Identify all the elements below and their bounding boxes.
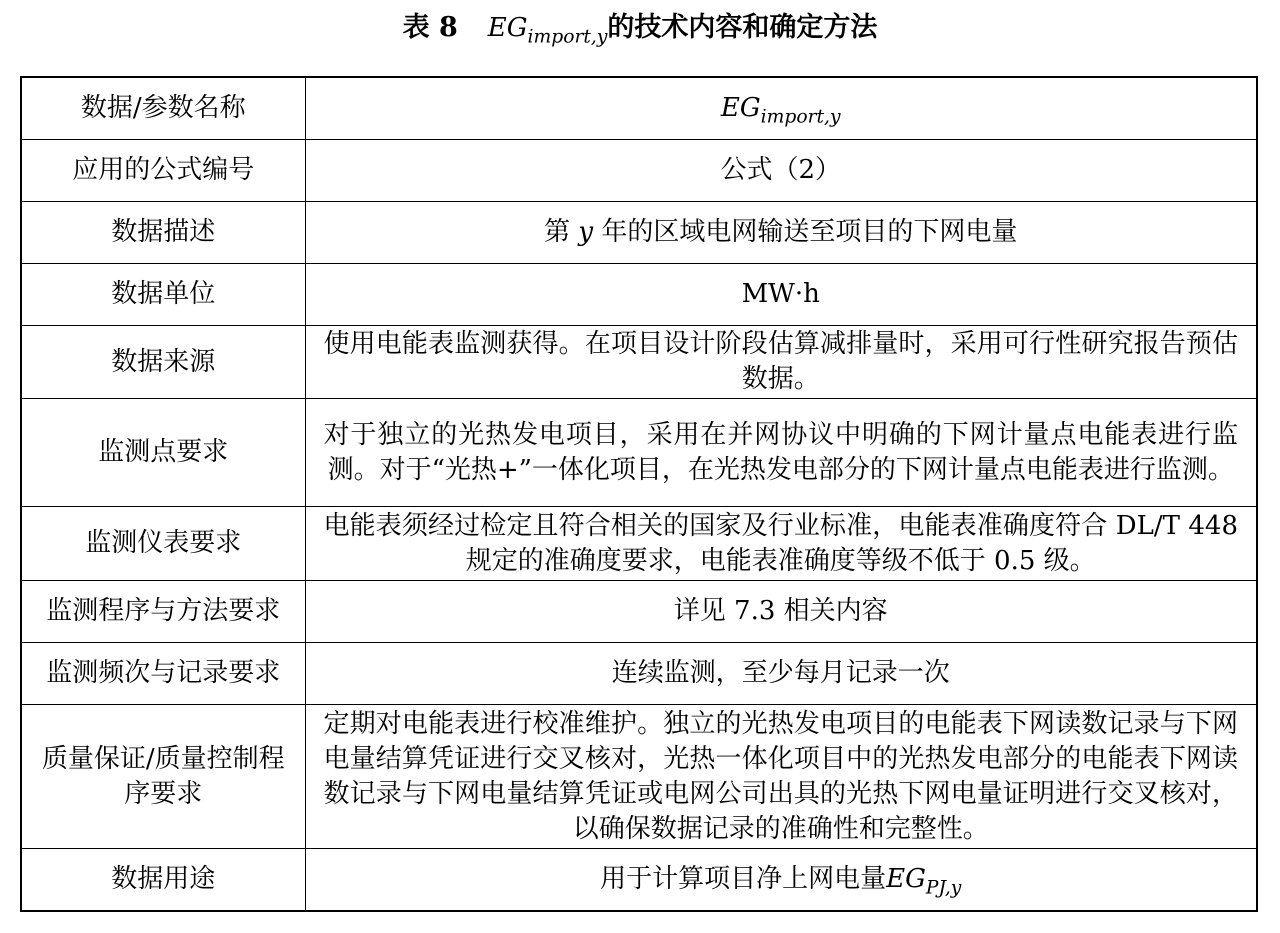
table-row	[21, 849, 1257, 911]
table-row	[21, 263, 1257, 325]
row-value: 公式（2）	[305, 139, 1257, 201]
row-value: 定期对电能表进行校准维护。独立的光热发电项目的电能表下网读数记录与下网电量结算凭证进行交叉核对，光热一体化项目中的光热发电部分的电能表下网读数记录与下网电量结算凭证或电网公司出具的光热下网电量证明进行交叉核对，以确保数据记录的准确性和完整性。	[305, 704, 1257, 848]
project-net-output-symbol: $EG_{PJ,y}$	[886, 864, 962, 899]
row-label: 数据单位	[21, 263, 305, 325]
year-variable: y	[578, 216, 594, 247]
table-caption	[0, 8, 1280, 48]
row-value: 第 y 年的区域电网输送至项目的下网电量	[305, 201, 1257, 263]
table-row	[21, 507, 1257, 580]
row-label: 监测频次与记录要求	[21, 642, 305, 704]
row-label: 监测点要求	[21, 399, 305, 507]
row-value	[305, 77, 1257, 139]
table-row	[21, 580, 1257, 642]
table-row	[21, 201, 1257, 263]
table-row	[21, 399, 1257, 507]
table-row	[21, 139, 1257, 201]
caption-title: 的技术内容和确定方法	[607, 12, 878, 43]
row-label: 数据用途	[21, 849, 305, 911]
row-value: 用于计算项目净上网电量$EG_{PJ,y}$	[305, 849, 1257, 911]
caption-symbol: $EG_{import,y}$	[487, 13, 608, 48]
parameter-symbol: $EG_{import,y}$	[720, 92, 841, 128]
table-row	[21, 704, 1257, 848]
table-row	[21, 642, 1257, 704]
row-label: 数据/参数名称	[21, 77, 305, 139]
table-row	[21, 326, 1257, 399]
row-label: 质量保证/质量控制程序要求	[21, 704, 305, 848]
row-value: MW·h	[305, 263, 1257, 325]
row-value: 使用电能表监测获得。在项目设计阶段估算减排量时，采用可行性研究报告预估数据。	[305, 326, 1257, 399]
row-label: 应用的公式编号	[21, 139, 305, 201]
table-number: 表 8	[402, 12, 458, 43]
parameter-spec-table	[20, 76, 1258, 912]
row-value: 对于独立的光热发电项目，采用在并网协议中明确的下网计量点电能表进行监测。对于“光热+”一体化项目，在光热发电部分的下网计量点电能表进行监测。	[305, 399, 1257, 507]
row-label: 监测仪表要求	[21, 507, 305, 580]
row-label: 监测程序与方法要求	[21, 580, 305, 642]
row-value: 连续监测，至少每月记录一次	[305, 642, 1257, 704]
row-value: 电能表须经过检定且符合相关的国家及行业标准，电能表准确度符合 DL/T 448 规定的准确度要求，电能表准确度等级不低于 0.5 级。	[305, 507, 1257, 580]
row-label: 数据描述	[21, 201, 305, 263]
row-label: 数据来源	[21, 326, 305, 399]
table-row	[21, 77, 1257, 139]
row-value: 详见 7.3 相关内容	[305, 580, 1257, 642]
